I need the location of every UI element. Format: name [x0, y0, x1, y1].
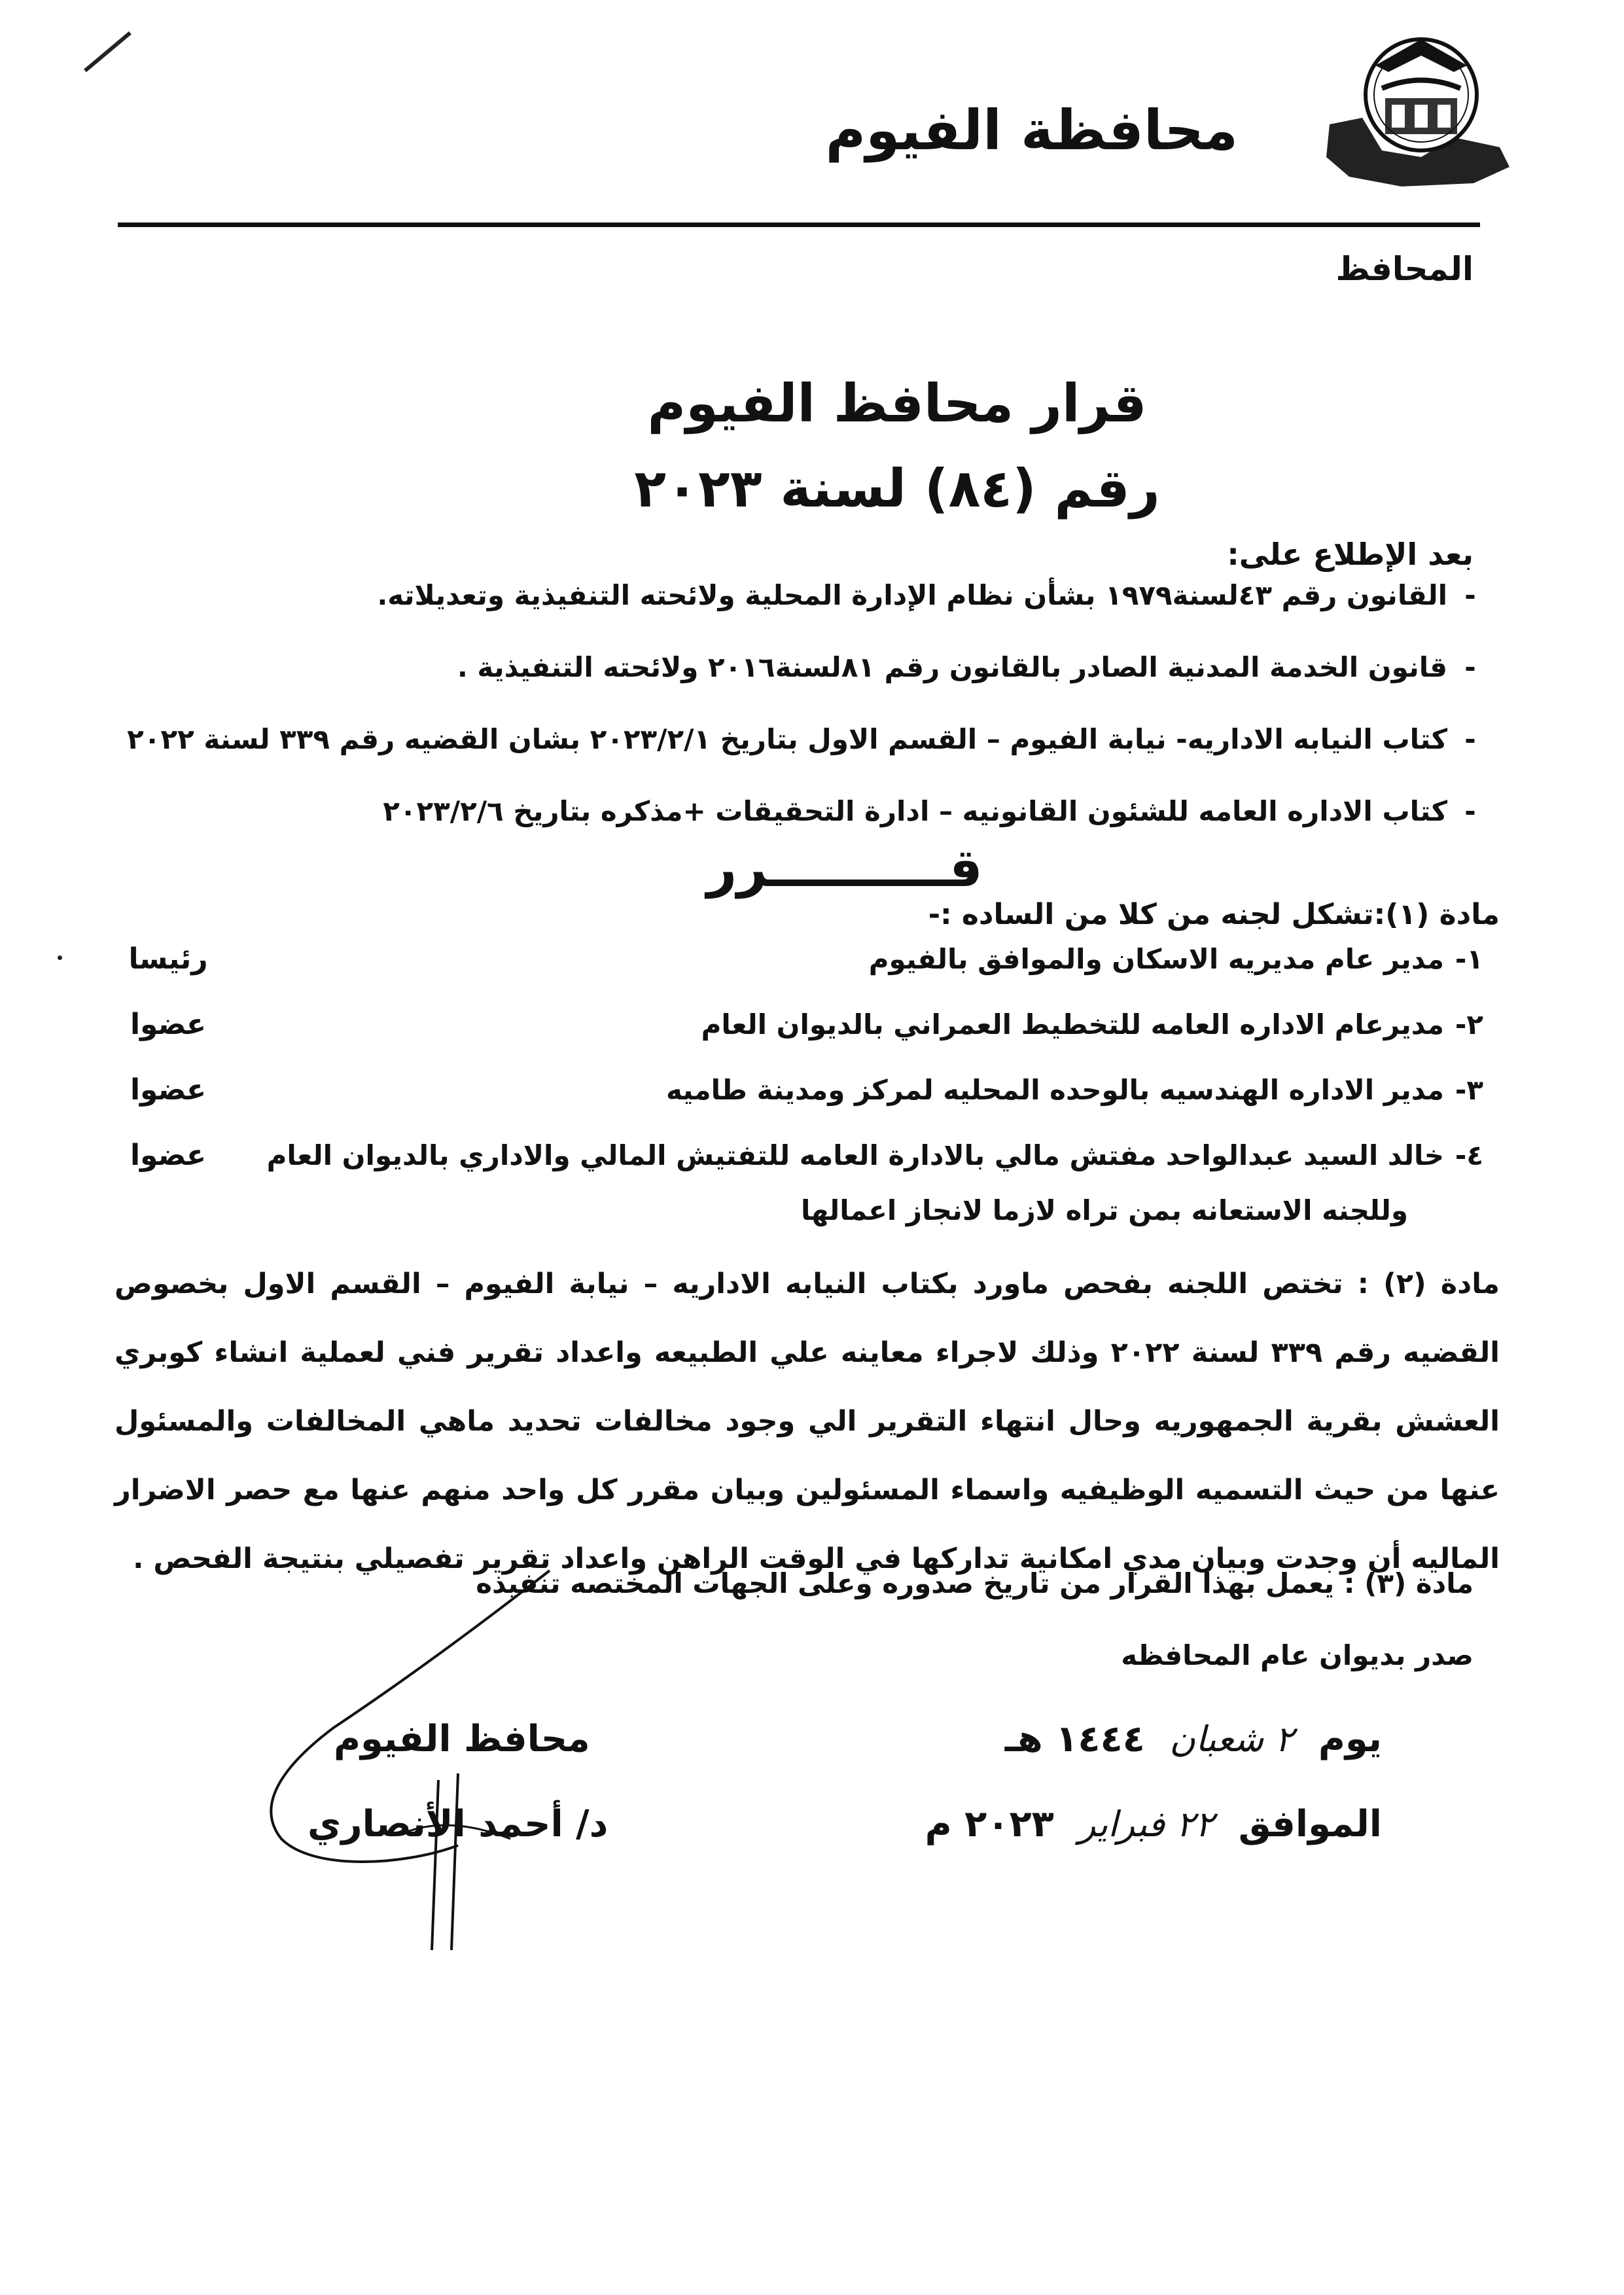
- corresponding-label: الموافق: [1238, 1803, 1382, 1845]
- reference-text: قانون الخدمة المدنية الصادر بالقانون رقم ٨١لسنة٢٠١٦ ولائحته التنفيذية .: [457, 651, 1447, 683]
- reference-item: [127, 723, 1493, 795]
- reference-item: [132, 579, 1493, 651]
- handwritten-signature-icon: [242, 1557, 569, 1950]
- member-description: مدير عام مديريه الاسكان والموافق بالفيوم: [868, 943, 1444, 975]
- committee-members: [122, 942, 1483, 1204]
- reference-text: كتاب النيابه الاداريه- نيابة الفيوم – القسم الاول بتاريخ ٢٠٢٣/٢/١ بشان القضيه رقم ٣٣٩ لسنة ٢٠٢٢: [127, 723, 1447, 755]
- reference-item: [132, 651, 1493, 723]
- hijri-date-line: [1005, 1718, 1382, 1760]
- member-row: [122, 1008, 1483, 1073]
- article-1-intro: مادة (١):تشكل لجنه من كلا من الساده :-: [928, 898, 1500, 931]
- member-number: ٤-: [1455, 1139, 1483, 1171]
- reference-bullet: -: [1464, 651, 1476, 683]
- day-label: يوم: [1318, 1718, 1382, 1760]
- article-2-text: مادة (٢) : تختص اللجنه بفحص ماورد بكتاب النيابه الاداريه – نيابة الفيوم – القسم الاول بخصوص القضيه رقم ٣٣٩ لسنة ٢٠٢٢ وذلك لاجراء معاينه علي الطبيعه واعداد تقرير فني لعملية انشاء كوبري العشش بقرية الجمهوريه وحال انتهاء التقرير الي وجود مخالفات تحديد ماهي المخالفات والمسئول عنها من حيث التسميه الوظيفيه واسماء المسئولين وبيان مقرر كل واحد منهم عنها مع حصر الاضرار الماليه أن وجدت وبيان مدي امكانية تداركها في الوقت الراهن واعداد تقرير تفصيلي بنتيجة الفحص .: [115, 1268, 1500, 1575]
- hijri-year: ١٤٤٤ هـ: [1004, 1718, 1145, 1760]
- issued-at: صدر بديوان عام المحافظه: [1121, 1639, 1474, 1671]
- pen-mark: [84, 31, 132, 72]
- scan-speck: [58, 955, 62, 960]
- gregorian-handwritten-date: ٢٢ فبراير: [1078, 1804, 1214, 1845]
- member-description: مديرعام الاداره العامه للتخطيط العمراني بالديوان العام: [701, 1008, 1444, 1041]
- member-row: [122, 1073, 1483, 1139]
- preamble-label: بعد الإطلاع على:: [1227, 537, 1474, 572]
- reference-bullet: -: [1464, 723, 1476, 755]
- gregorian-year: ٢٠٢٣ م: [925, 1803, 1054, 1845]
- signatory-name: د/ أحمد الأنصاري: [308, 1803, 609, 1845]
- member-description: مدير الاداره الهندسيه بالوحده المحليه لمركز ومدينة طاميه: [666, 1074, 1444, 1106]
- committee-support-clause: وللجنه الاستعانه بمن تراه لازما لانجاز اعمالها: [800, 1194, 1408, 1226]
- member-role: عضوا: [130, 1139, 207, 1172]
- decree-number: رقم (٨٤) لسنة ٢٠٢٣: [634, 458, 1160, 519]
- member-role: عضوا: [130, 1073, 207, 1107]
- fayoum-governorate-emblem-icon: [1323, 26, 1513, 190]
- reference-bullet: -: [1464, 579, 1476, 611]
- office-label: المحافظ: [1335, 250, 1474, 288]
- member-description: خالد السيد عبدالواحد مفتش مالي بالادارة العامه للتفتيش المالي والاداري بالديوان العام: [266, 1139, 1444, 1171]
- gregorian-date-line: [925, 1803, 1382, 1845]
- hijri-handwritten-date: ٢ شعبان: [1169, 1718, 1294, 1760]
- governorate-name: محافظة الفيوم: [825, 98, 1238, 162]
- decree-title: قرار محافظ الفيوم: [647, 373, 1147, 434]
- signatory-title: محافظ الفيوم: [334, 1718, 590, 1760]
- member-row: [122, 942, 1483, 1008]
- member-number: ٣-: [1455, 1074, 1483, 1106]
- references-list: [127, 579, 1493, 867]
- reference-text: القانون رقم ٤٣لسنة١٩٧٩ بشأن نظام الإدارة المحلية ولائحته التنفيذية وتعديلاته.: [377, 579, 1447, 611]
- reference-text: كتاب الاداره العامه للشئون القانونيه – ادارة التحقيقات +مذكره بتاريخ ٢٠٢٣/٢/٦: [383, 795, 1447, 827]
- member-number: ١-: [1455, 943, 1483, 975]
- member-number: ٢-: [1455, 1008, 1483, 1041]
- reference-bullet: -: [1464, 795, 1476, 827]
- header-divider: [118, 222, 1480, 227]
- member-role: عضوا: [130, 1008, 207, 1041]
- decision-heading: قــــــــــرر: [707, 838, 983, 898]
- article-3-text: مادة (٣) : يعمل بهذا القرار من تاريخ صدوره وعلى الجهات المختصه تنفيذه: [476, 1567, 1474, 1599]
- member-role: رئيسا: [128, 942, 208, 976]
